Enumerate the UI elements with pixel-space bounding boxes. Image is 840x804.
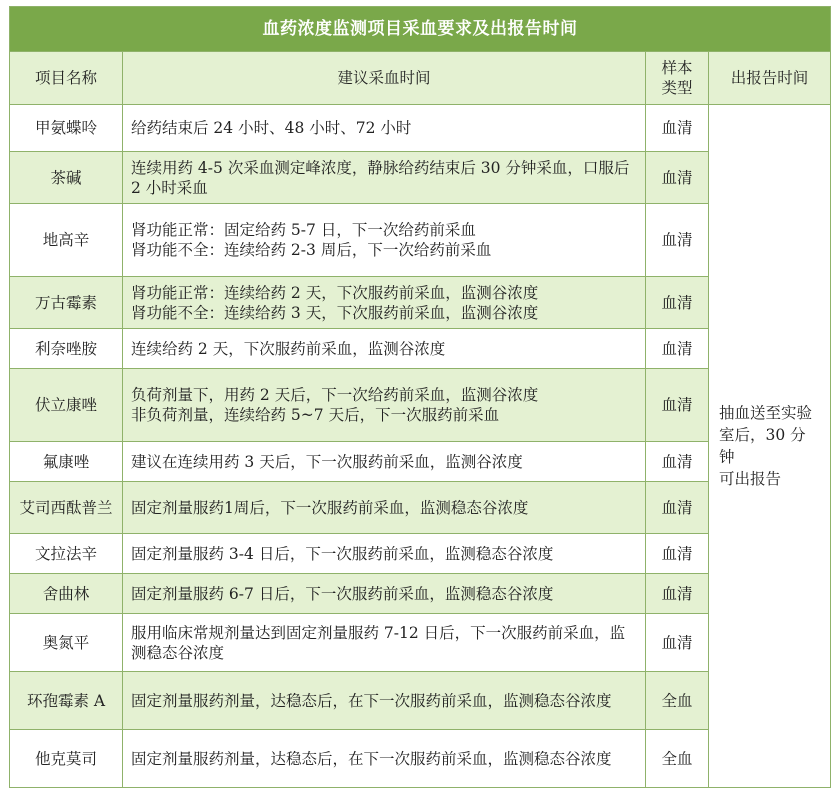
sample-type-cell: 血清 [646, 574, 709, 614]
monitoring-table [9, 6, 831, 788]
table-row [10, 105, 831, 152]
sampling-advice-line: 固定剂量服药1周后，下一次服药前采血，监测稳态谷浓度 [131, 498, 529, 517]
header-name: 项目名称 [10, 52, 123, 105]
sampling-advice-cell [123, 534, 646, 574]
table-row [10, 329, 831, 369]
table-row [10, 442, 831, 482]
sampling-advice-cell [123, 369, 646, 442]
sampling-advice-line: 给药结束后 24 小时、48 小时、72 小时 [131, 119, 412, 137]
report-time-line: 室后，30 分钟 [719, 426, 806, 466]
drug-name-cell: 文拉法辛 [10, 534, 123, 574]
sampling-advice-cell [123, 204, 646, 277]
drug-name-cell: 奥氮平 [10, 614, 123, 672]
sample-type-cell: 血清 [646, 442, 709, 482]
header-report: 出报告时间 [709, 52, 831, 105]
report-time-line: 抽血送至实验 [719, 404, 813, 422]
sampling-advice-line: 肾功能正常：连续给药 2 天，下次服药前采血，监测谷浓度 [131, 283, 539, 302]
sampling-advice-line: 固定剂量服药剂量，达稳态后，在下一次服药前采血，监测稳态谷浓度 [131, 749, 612, 768]
sampling-advice-cell [123, 730, 646, 788]
report-time-line: 可出报告 [719, 470, 782, 488]
sampling-advice-cell [123, 672, 646, 730]
sampling-advice-line: 肾功能不全：连续给药 2-3 周后，下一次给药前采血 [131, 241, 492, 259]
table-row [10, 482, 831, 534]
sample-type-cell: 血清 [646, 369, 709, 442]
drug-name-cell: 艾司西酞普兰 [10, 482, 123, 534]
drug-name-cell: 利奈唑胺 [10, 329, 123, 369]
drug-name-cell: 舍曲林 [10, 574, 123, 614]
drug-name-cell: 甲氨蝶呤 [10, 105, 123, 152]
header-sample-line2: 类型 [661, 79, 693, 97]
sampling-advice-line: 负荷剂量下，用药 2 天后，下一次给药前采血，监测谷浓度 [131, 386, 539, 404]
drug-name-cell: 他克莫司 [10, 730, 123, 788]
header-advice: 建议采血时间 [123, 52, 646, 105]
sample-type-cell: 血清 [646, 105, 709, 152]
table-row [10, 277, 831, 329]
sampling-advice-line: 连续给药 2 天，下次服药前采血，监测谷浓度 [131, 339, 446, 358]
table-row [10, 152, 831, 204]
sampling-advice-line: 非负荷剂量，连续给药 5~7 天后，下一次服药前采血 [131, 406, 500, 424]
sampling-advice-cell [123, 277, 646, 329]
sampling-advice-cell [123, 482, 646, 534]
sampling-advice-cell [123, 574, 646, 614]
monitoring-table-container [9, 6, 830, 788]
table-row [10, 730, 831, 788]
drug-name-cell: 环孢霉素 A [10, 672, 123, 730]
sampling-advice-cell [123, 329, 646, 369]
table-row [10, 672, 831, 730]
drug-name-cell: 伏立康唑 [10, 369, 123, 442]
drug-name-cell: 地高辛 [10, 204, 123, 277]
table-body [10, 105, 831, 788]
sample-type-cell: 血清 [646, 204, 709, 277]
drug-name-cell: 茶碱 [10, 152, 123, 204]
table-row [10, 204, 831, 277]
sample-type-cell: 血清 [646, 277, 709, 329]
report-time-cell [709, 105, 831, 788]
sampling-advice-line: 固定剂量服药剂量，达稳态后，在下一次服药前采血，监测稳态谷浓度 [131, 691, 612, 710]
header-sample-type [646, 52, 709, 105]
drug-name-cell: 万古霉素 [10, 277, 123, 329]
table-row [10, 614, 831, 672]
sample-type-cell: 全血 [646, 672, 709, 730]
table-row [10, 369, 831, 442]
table-row [10, 574, 831, 614]
table-row [10, 534, 831, 574]
sampling-advice-cell [123, 152, 646, 204]
sampling-advice-cell [123, 105, 646, 152]
sample-type-cell: 血清 [646, 329, 709, 369]
sample-type-cell: 血清 [646, 614, 709, 672]
header-sample-line1: 样本 [661, 59, 693, 77]
sampling-advice-line: 肾功能正常：固定给药 5-7 日，下一次给药前采血 [131, 221, 476, 239]
sample-type-cell: 全血 [646, 730, 709, 788]
sample-type-cell: 血清 [646, 534, 709, 574]
sample-type-cell: 血清 [646, 482, 709, 534]
sampling-advice-line: 连续用药 4-5 次采血测定峰浓度，静脉给药结束后 30 分钟采血，口服后 2 小时采血 [131, 158, 630, 197]
sampling-advice-line: 固定剂量服药 6-7 日后，下一次服药前采血，监测稳态谷浓度 [131, 584, 554, 603]
sampling-advice-line: 建议在连续用药 3 天后，下一次服药前采血，监测谷浓度 [131, 452, 523, 471]
sampling-advice-line: 服用临床常规剂量达到固定剂量服药 7-12 日后，下一次服药前采血，监测稳态谷浓度 [131, 623, 626, 662]
sampling-advice-line: 固定剂量服药 3-4 日后，下一次服药前采血，监测稳态谷浓度 [131, 544, 554, 563]
sampling-advice-cell [123, 614, 646, 672]
sampling-advice-line: 肾功能不全：连续给药 3 天，下次服药前采血，监测谷浓度 [131, 303, 539, 322]
table-title: 血药浓度监测项目采血要求及出报告时间 [10, 7, 831, 52]
sample-type-cell: 血清 [646, 152, 709, 204]
drug-name-cell: 氟康唑 [10, 442, 123, 482]
sampling-advice-cell [123, 442, 646, 482]
